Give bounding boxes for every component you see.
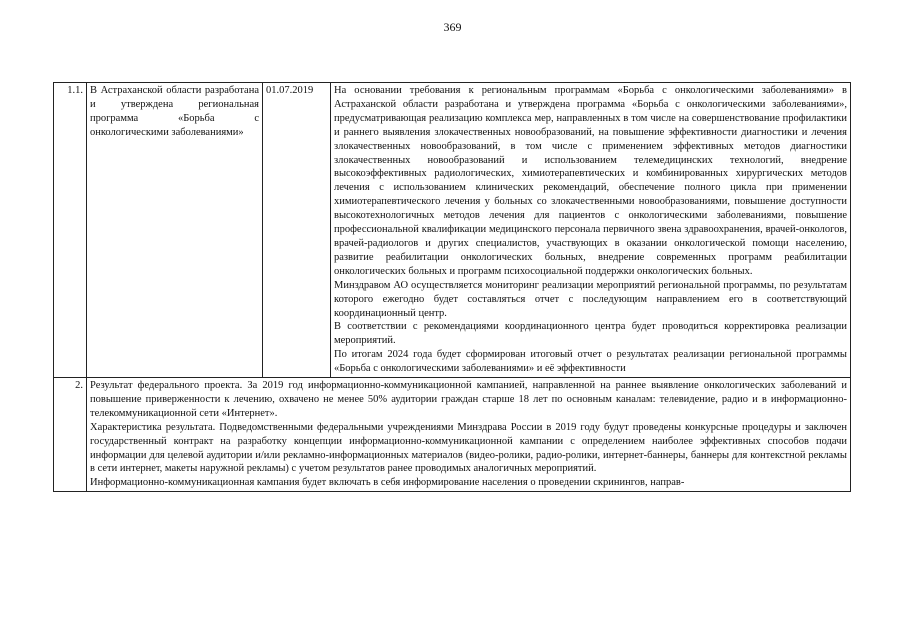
- table-row: [54, 83, 851, 378]
- paragraph: Характеристика результата. Подведомственными федеральными учреждениями Минздрава России в 2019 году будут проведены конкурсные процедуры и заключен государственный контракт на разработку концепции информационно-коммуникационной кампании с определением наиболее эффективных способов подачи информации для целевой аудитории и/или рекламно-информационных материалов (видео-ролики, радио-ролики, интернет-баннеры, баннеры для контекстной рекламы в сети интернет, макеты наружной рекламы) с учетом результатов ранее проводимых аналогичных мероприятий.: [90, 421, 847, 475]
- paragraph: В соответствии с рекомендациями координационного центра будет проводиться корректировка реализации мероприятий.: [334, 321, 847, 347]
- date-cell: 01.07.2019: [263, 83, 331, 378]
- result-cell: [87, 378, 851, 492]
- paragraph: Информационно-коммуникационная кампания будет включать в себя информирование населения о проведении скринингов, направ-: [90, 477, 685, 489]
- paragraph: Результат федерального проекта. За 2019 год информационно-коммуникационной кампанией, направленной на раннее выявление онкологических заболеваний и повышение приверженности к лечению, охвачено не менее 50% аудитории граждан старше 18 лет по основным каналам: телевидение, радио и в информационно-телекоммуникационной сети «Интернет».: [90, 380, 847, 419]
- paragraph: По итогам 2024 года будет сформирован итоговый отчет о результатах реализации региональной программы «Борьба с онкологическими заболеваниями» и её эффективности: [334, 349, 847, 375]
- event-cell: В Астраханской области разработана и утверждена региональная программа «Борьба с онкологическими заболеваниями»: [87, 83, 263, 378]
- document-table: [53, 82, 851, 492]
- paragraph: На основании требования к региональным программам «Борьба с онкологическими заболеваниями» в Астраханской области разработана и утверждена программа «Борьба с онкологическими заболеваниями», предусматривающая реализацию комплекса мер, направленных в том числе на совершенствование профилактики и раннего выявления злокачественных новообразований, на повышение эффективности диагностики и лечения злокачественных новообразований, в том числе с применением эффективных методов диагностики злокачественных новообразований и использованием телемедицинских технологий, внедрение высокоэффективных радиологических, химиотерапевтических и комбинированных хирургических методов лечения с использованием клинических рекомендаций, обеспечение полного цикла при применении химиотерапевтического лечения у больных со злокачественными новообразованиями, повышение доступности высокотехнологичных методов лечения для пациентов с онкологическими заболеваниями, повышение профессиональной квалификации медицинского персонала первичного звена здравоохранения, врачей-онкологов, врачей-радиологов и других специалистов, участвующих в оказании онкологической помощи населению, развитие реабилитации онкологических больных, внедрение современных программ реабилитации онкологических больных и программ психосоциальной поддержки онкологических больных.: [334, 85, 847, 277]
- page-number: 369: [443, 20, 462, 34]
- row-number: 1.1.: [54, 83, 87, 378]
- table-row: [54, 378, 851, 492]
- row-number: 2.: [54, 378, 87, 492]
- paragraph: Минздравом АО осуществляется мониторинг реализации мероприятий региональной программы, по результатам которого ежегодно будет составляться отчет с последующим направлением его в соответствующий координационный центр.: [334, 279, 847, 319]
- description-cell: [331, 83, 851, 378]
